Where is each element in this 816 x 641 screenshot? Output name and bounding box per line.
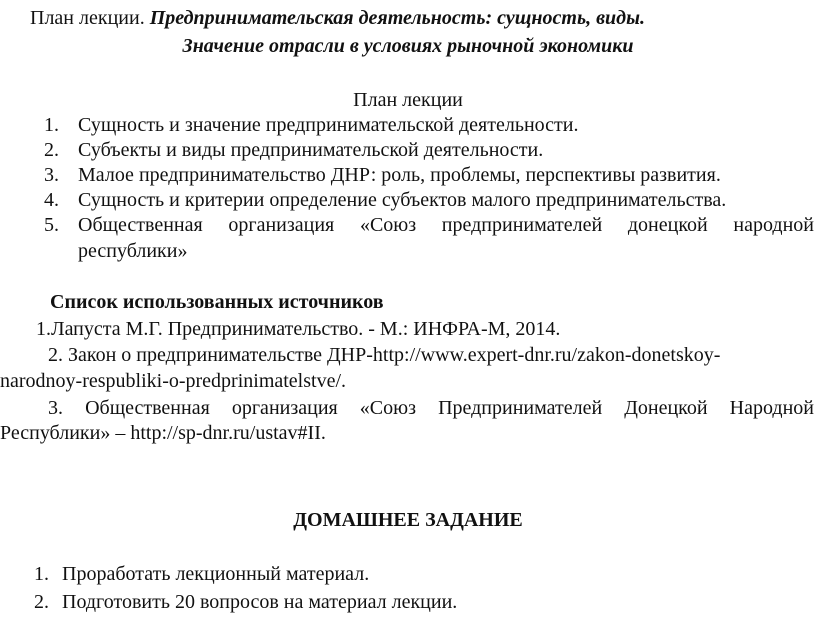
plan-item-text: Сущность и значение предпринимательской деятельности. — [78, 114, 579, 136]
plan-item-text: Субъекты и виды предпринимательской деятельности. — [78, 139, 544, 161]
plan-item-3 — [44, 165, 721, 185]
plan-item-5-continuation: республики» — [78, 240, 188, 262]
plan-heading: План лекции — [353, 89, 463, 111]
lecture-header-line1 — [30, 8, 645, 28]
homework-item-number: 1. — [34, 563, 49, 585]
source-item-3-continuation: Республики» – http://sp-dnr.ru/ustav#II. — [0, 422, 326, 444]
homework-item-text: Проработать лекционный материал. — [62, 563, 370, 585]
sources-heading: Список использованных источников — [50, 291, 384, 313]
homework-heading: ДОМАШНЕЕ ЗАДАНИЕ — [293, 509, 523, 531]
homework-item-number: 2. — [34, 591, 49, 613]
plan-item-4 — [44, 190, 726, 210]
plan-item-1 — [44, 115, 578, 135]
lecture-title-part1: Предпринимательская деятельность: сущность, виды. — [149, 7, 645, 29]
source-item-3: 3. Общественная организация «Союз Предпринимателей Донецкой Народной — [48, 397, 814, 419]
plan-item-number: 4. — [44, 189, 59, 211]
plan-item-number: 1. — [44, 114, 59, 136]
source-item-2-continuation: narodnoy-respubliki-o-predprinimatelstve/. — [0, 370, 347, 392]
source-item-1: 1.Лапуста М.Г. Предпринимательство. - М.: ИНФРА-М, 2014. — [36, 318, 561, 340]
homework-item-1 — [34, 564, 369, 584]
lecture-prefix: План лекции. — [30, 7, 145, 29]
plan-item-5 — [44, 215, 814, 235]
lecture-title-part2: Значение отрасли в условиях рыночной экономики — [182, 35, 634, 57]
plan-item-number: 5. — [44, 214, 59, 236]
plan-item-2 — [44, 140, 543, 160]
plan-item-text: Общественная организация «Союз предпринимателей донецкой народной — [78, 214, 814, 236]
plan-item-number: 3. — [44, 164, 59, 186]
source-item-2: 2. Закон о предпринимательстве ДНР-http://www.expert-dnr.ru/zakon-donetskoy- — [48, 344, 721, 366]
plan-item-text: Малое предпринимательство ДНР: роль, проблемы, перспективы развития. — [78, 164, 721, 186]
plan-item-number: 2. — [44, 139, 59, 161]
homework-item-text: Подготовить 20 вопросов на материал лекции. — [62, 591, 458, 613]
homework-item-2 — [34, 592, 457, 612]
plan-item-text: Сущность и критерии определение субъектов малого предпринимательства. — [78, 189, 727, 211]
